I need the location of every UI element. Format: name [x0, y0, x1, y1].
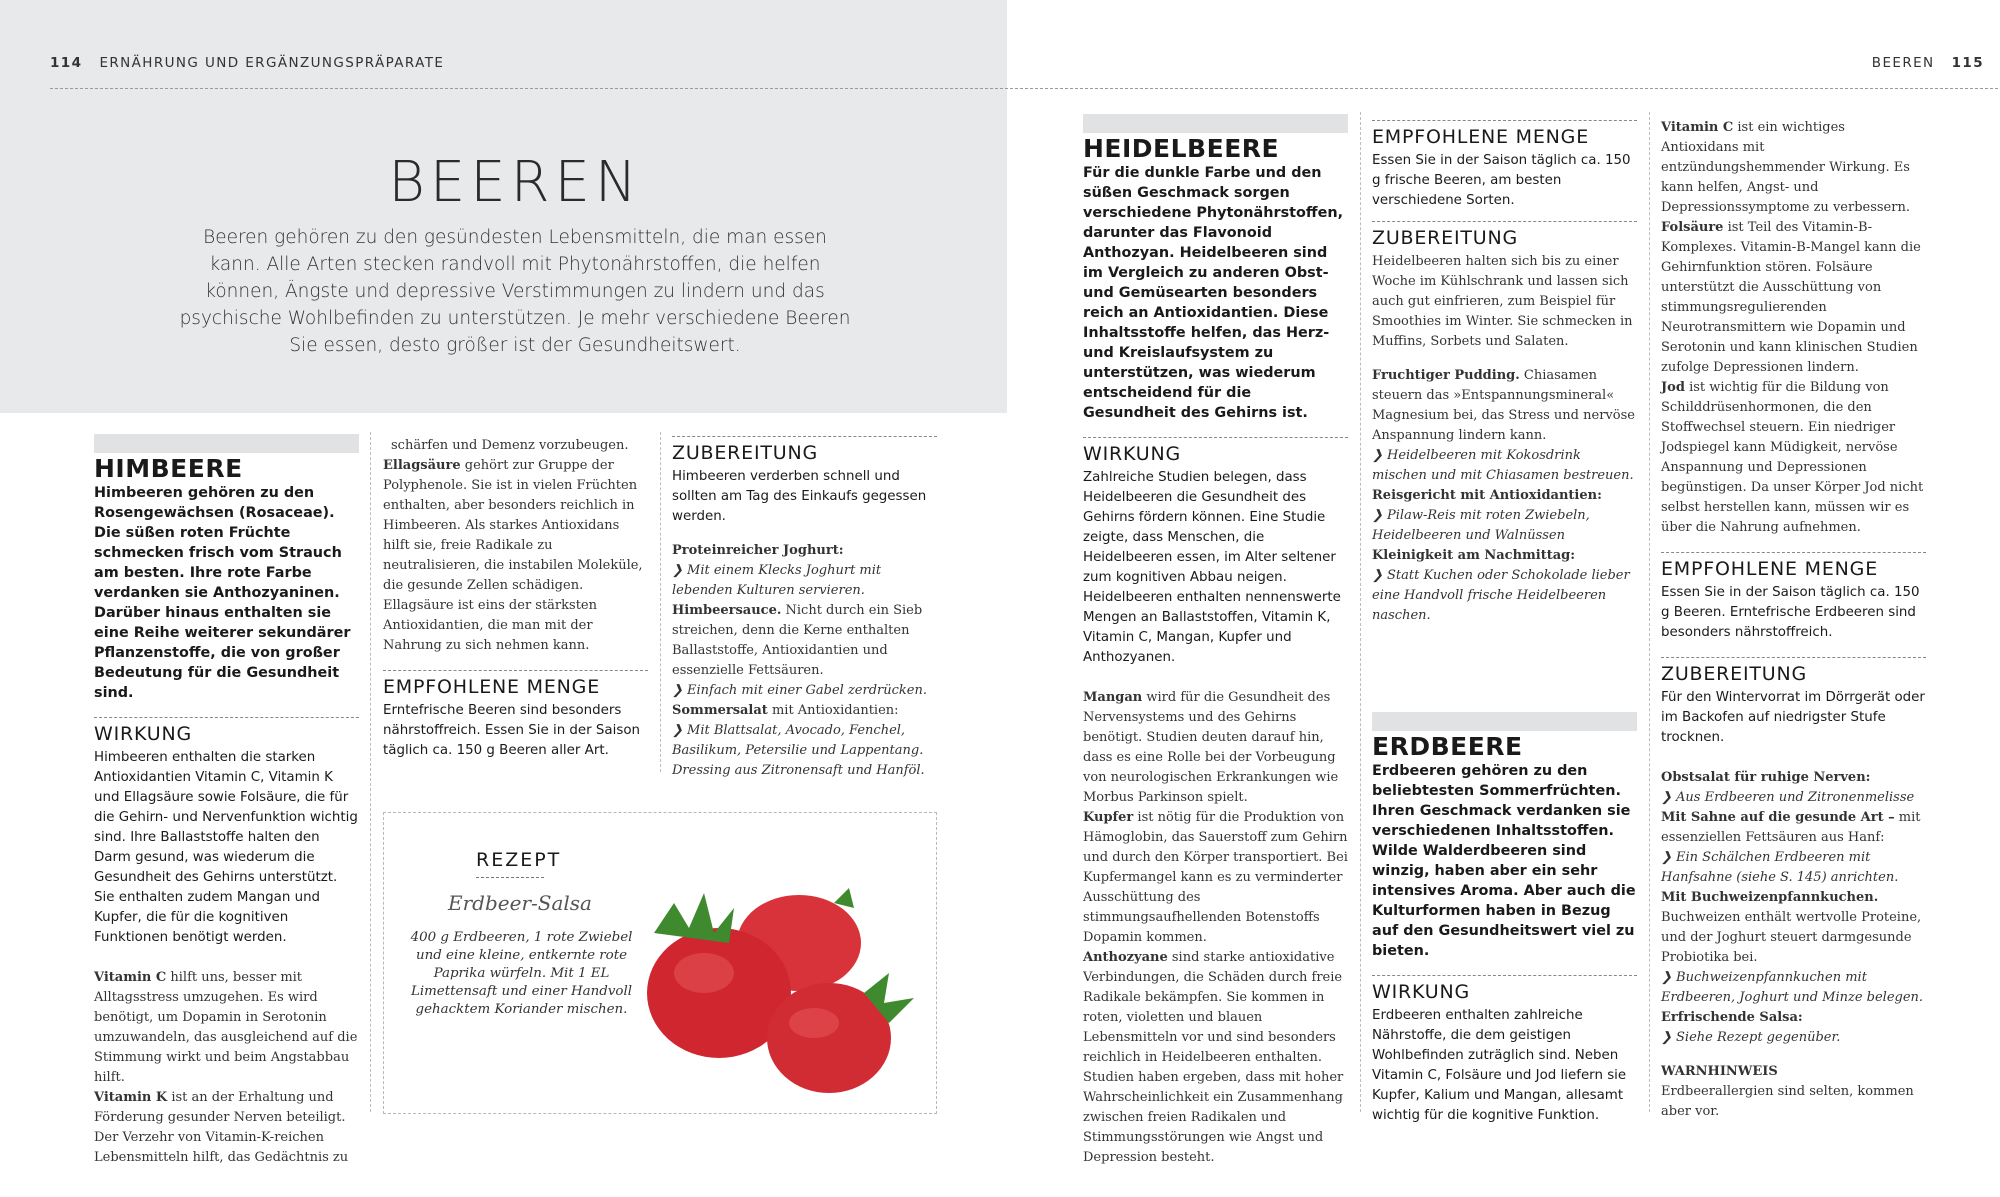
section-bar	[1372, 712, 1637, 731]
recipe-box	[383, 812, 937, 1114]
recipe-label-rule	[476, 877, 544, 878]
erdbeere-menge: Essen Sie in der Saison täglich ca. 150 g Beeren. Erntefrische Erdbeeren sind besonders nährstoffreich.	[1661, 585, 1920, 640]
right-running-head	[1872, 55, 1984, 71]
evitc-key: Vitamin C	[1661, 120, 1734, 135]
page-number-right: 115	[1951, 55, 1984, 71]
salsa-key: Erfrischende Salsa:	[1661, 1010, 1803, 1025]
column-divider	[1360, 112, 1361, 1112]
page-number-left: 114	[50, 55, 83, 71]
snack-key: Kleinigkeit am Nachmittag:	[1372, 548, 1576, 563]
left-running-head	[50, 55, 444, 71]
section-bar	[1083, 114, 1348, 133]
ellag-text: gehört zur Gruppe der Polyphenole. Sie ist in vielen Früchten enthalten, aber besonders reichlich in Himbeeren. Als starkes Antioxidans hilft sie, freie Radikale zu neutralisieren, die instabilen Moleküle, die gesunde Zellen schädigen. Ellagsäure ist eins der stärksten Antioxidantien, die man mit der Nahrung zu sich nehmen kann.	[383, 458, 643, 653]
heidelbeere-title: HEIDELBEERE	[1083, 134, 1280, 163]
vitk-key: Vitamin K	[94, 1090, 168, 1105]
evitc-text: ist ein wichtiges Antioxidans mit entzündungshemmender Wirkung. Es kann helfen, Angst- und Depressionssymptome zu verbessern.	[1661, 120, 1910, 215]
vitc-text: hilft uns, besser mit Alltagsstress umzugehen. Es wird benötigt, um Dopamin in Serotonin umzuwandeln, das ausgleichend auf die Stimmung wirkt und beim Angstabbau hilft.	[94, 970, 358, 1085]
salat-key: Sommersalat	[672, 703, 768, 718]
jod-text: ist wichtig für die Bildung von Schilddrüsenhormonen, die den Stoffwechsel steuern. Ein niedriger Jodspiegel kann Müdigkeit, nervöse Anspannung und Depressionen begünstigen. Da unser Körper Jod nicht selbst herstellen kann, müssen wir es über die Nahrung aufnehmen.	[1661, 380, 1924, 535]
warn-key: WARNHINWEIS	[1661, 1064, 1778, 1079]
page-title: BEEREN	[388, 150, 642, 215]
obst-key: Obstsalat für ruhige Nerven:	[1661, 770, 1871, 785]
strawberry-illustration	[634, 873, 934, 1113]
column-divider	[660, 432, 661, 772]
heidelbeere-menge: Essen Sie in der Saison täglich ca. 150 g frische Beeren, am besten verschiedene Sorten.	[1372, 153, 1631, 208]
kupfer-text: ist nötig für die Produktion von Hämoglobin, das Sauerstoff zum Gehirn und durch den Körper transportiert. Bei Kupfermangel kann es zu verminderter Ausschüttung des stimmungsaufhellenden Botenstoffs Dopamin kommen.	[1083, 810, 1348, 945]
antho-text: sind starke antioxidative Verbindungen, die Schäden durch freie Radikale bekämpfen. Sie kommen in roten, violetten und blauen Lebensmitteln vor und sind besonders reichlich in Heidelbeeren enthalten. Studien haben ergeben, dass mit hoher Wahrscheinlichkeit ein Zusammenhang zwischen freien Radikalen und Stimmungsstörungen wie Angst und Depression besteht.	[1083, 950, 1344, 1165]
himbeere-wirkung-heading: WIRKUNG	[94, 717, 359, 744]
recipe-text: 400 g Erdbeeren, 1 rote Zwiebel und eine kleine, entkernte rote Paprika würfeln. Mit 1 EL Limettensaft und einer Handvoll gehacktem Koriander mischen.	[410, 930, 633, 1017]
section-name-left: ERNÄHRUNG UND ERGÄNZUNGSPRÄPARATE	[99, 55, 445, 71]
mangan-text: wird für die Gesundheit des Nervensystems und des Gehirns benötigt. Studien deuten darauf hin, dass es eine Rolle bei der Vorbeugung von neurologischen Erkrankungen wie Morbus Parkinson spielt.	[1083, 690, 1339, 805]
recipe-label: REZEPT	[476, 849, 562, 871]
sauce-key: Himbeersauce.	[672, 603, 782, 618]
heidelbeere-wirkung: Zahlreiche Studien belegen, dass Heidelbeeren die Gesundheit des Gehirns fördern können. Eine Studie zeigte, dass Menschen, die Heidelbeeren essen, im Alter seltener zum kognitiven Abbau neigen. Heidelbeeren enthalten nennenswerte Mengen an Ballaststoffen, Vitamin K, Vitamin C, Mangan, Kupfer und Anthozyanen.	[1083, 470, 1341, 665]
himbeere-lead: Himbeeren gehören zu den Rosengewächsen (Rosaceae). Die süßen roten Früchte schmecken frisch vom Strauch am besten. Ihre rote Farbe verdanken sie Anthozyaninen. Darüber hinaus enthalten sie eine Reihe weiterer sekundärer Pflanzenstoffe, die von großer Bedeutung für die Gesundheit sind.	[94, 485, 351, 701]
pfannkuchen-text: Buchweizen enthält wertvolle Proteine, und der Joghurt steuert darmgesunde Probiotika bei.	[1661, 910, 1922, 965]
himbeere-column-2	[383, 436, 648, 761]
erdbeere-zub: Für den Wintervorrat im Dörrgerät oder im Backofen auf niedrigster Stufe trocknen.	[1661, 690, 1925, 745]
salsa-tip: ❯ Siehe Rezept gegenüber.	[1661, 1030, 1841, 1045]
pfannkuchen-key: Mit Buchweizenpfannkuchen.	[1661, 890, 1879, 905]
heidelbeere-zub: Heidelbeeren halten sich bis zu einer Woche im Kühlschrank und lassen sich auch gut einfrieren, zum Beispiel für Smoothies im Winter. Sie schmecken in Muffins, Sorbets und Salaten.	[1372, 254, 1633, 349]
column-divider	[370, 432, 371, 1112]
heidelbeere-zub-heading: ZUBEREITUNG	[1372, 221, 1637, 248]
warn-text: Erdbeerallergien sind selten, kommen aber vor.	[1661, 1084, 1914, 1119]
ellag-key: Ellagsäure	[383, 458, 461, 473]
himbeere-zub-heading: ZUBEREITUNG	[672, 436, 937, 463]
vitk-text: ist an der Erhaltung und Förderung gesunder Nerven beteiligt. Der Verzehr von Vitamin-K-reichen Lebensmitteln hilft, das Gedächtnis zu	[94, 1090, 349, 1165]
pudding-text: Chiasamen steuern das »Entspannungsmineral« Magnesium bei, das Stress und nervöse Anspannung lindern kann.	[1372, 368, 1635, 443]
erdbeere-wirkung-heading: WIRKUNG	[1372, 975, 1637, 1002]
intro-text: Beeren gehören zu den gesündesten Lebensmitteln, die man essen kann. Alle Arten stecken randvoll mit Phytonährstoffen, die helfen können, Ängste und depressive Verstimmungen zu lindern und das psychische Wohlbefinden zu unterstützen. Je mehr verschiedene Beeren Sie essen, desto größer ist der Gesundheitswert.	[179, 227, 851, 356]
vitc-key: Vitamin C	[94, 970, 167, 985]
sauce-text: Nicht durch ein Sieb streichen, denn die Kerne enthalten Ballaststoffe, Antioxidantien und essenzielle Fettsäuren.	[672, 603, 923, 678]
heidelbeere-column-2	[1372, 120, 1637, 626]
kupfer-key: Kupfer	[1083, 810, 1134, 825]
himbeere-column	[94, 434, 359, 1168]
reis-tip: ❯ Pilaw-Reis mit roten Zwiebeln, Heidelbeeren und Walnüssen	[1372, 508, 1590, 543]
pudding-tip: ❯ Heidelbeeren mit Kokosdrink mischen und mit Chiasamen bestreuen.	[1372, 448, 1634, 483]
section-name-right: BEEREN	[1871, 55, 1935, 71]
joghurt-key: Proteinreicher Joghurt:	[672, 543, 844, 558]
vitk-continued: schärfen und Demenz vorzubeugen.	[391, 438, 629, 453]
heidelbeere-column	[1083, 114, 1348, 1168]
antho-key: Anthozyane	[1083, 950, 1168, 965]
sauce-tip: ❯ Einfach mit einer Gabel zerdrücken.	[672, 683, 927, 698]
erdbeere-wirkung: Erdbeeren enthalten zahlreiche Nährstoffe, die dem geistigen Wohlbefinden zuträglich sind. Neben Vitamin C, Folsäure und Jod liefern sie Kupfer, Kalium und Mangan, allesamt wichtig für die kognitive Funktion.	[1372, 1008, 1627, 1123]
erdbeere-column-2	[1661, 118, 1926, 1122]
himbeere-wirkung: Himbeeren enthalten die starken Antioxidantien Vitamin C, Vitamin K und Ellagsäure sowie Folsäure, die für die Gehirn- und Nervenfunktion wichtig sind. Ihre Ballaststoffe halten den Darm gesund, was wiederum die Gesundheit des Gehirns unterstützt. Sie enthalten zudem Mangan und Kupfer, die für die kognitiven Funktionen benötigt werden.	[94, 750, 358, 945]
header-rule	[50, 88, 1998, 89]
mangan-key: Mangan	[1083, 690, 1143, 705]
himbeere-title: HIMBEERE	[94, 454, 243, 483]
pudding-key: Fruchtiger Pudding.	[1372, 368, 1520, 383]
erdbeere-column	[1372, 712, 1637, 1126]
column-divider	[1649, 112, 1650, 1112]
jod-key: Jod	[1661, 380, 1685, 395]
himbeere-menge: Erntefrische Beeren sind besonders nährstoffreich. Essen Sie in der Saison täglich ca. 150 g Beeren aller Art.	[383, 703, 641, 758]
erdbeere-lead: Erdbeeren gehören zu den beliebtesten Sommerfrüchten. Ihren Geschmack verdanken sie verschiedenen Inhaltsstoffen. Wilde Walderdbeeren sind winzig, haben aber ein sehr intensives Aroma. Aber auch die Kulturformen haben in Bezug auf den Gesundheitswert viel zu bieten.	[1372, 763, 1636, 959]
erdbeere-menge-heading: EMPFOHLENE MENGE	[1661, 552, 1926, 579]
salat-tip: ❯ Mit Blattsalat, Avocado, Fenchel, Basilikum, Petersilie und Lappentang. Dressing aus Zitronensaft und Hanföl.	[672, 723, 925, 778]
fol-text: ist Teil des Vitamin-B-Komplexes. Vitamin-B-Mangel kann die Gehirnfunktion stören. Folsäure unterstützt die Ausschüttung von stimmungsregulierenden Neurotransmittern wie Dopamin und Serotonin und kann klinischen Studien zufolge Depressionen lindern.	[1661, 220, 1921, 375]
joghurt-tip: ❯ Mit einem Klecks Joghurt mit lebenden Kulturen servieren.	[672, 563, 882, 598]
obst-tip: ❯ Aus Erdbeeren und Zitronenmelisse	[1661, 790, 1915, 805]
snack-tip: ❯ Statt Kuchen oder Schokolade lieber eine Handvoll frische Heidelbeeren naschen.	[1372, 568, 1630, 623]
section-bar	[94, 434, 359, 453]
heidelbeere-wirkung-heading: WIRKUNG	[1083, 437, 1348, 464]
reis-key: Reisgericht mit Antioxidantien:	[1372, 488, 1602, 503]
himbeere-column-3	[672, 436, 937, 781]
sahne-tip: ❯ Ein Schälchen Erdbeeren mit Hanfsahne (siehe S. 145) anrichten.	[1661, 850, 1899, 885]
sahne-key: Mit Sahne auf die gesunde Art –	[1661, 810, 1895, 825]
himbeere-zub: Himbeeren verderben schnell und sollten am Tag des Einkaufs gegessen werden.	[672, 469, 927, 524]
pfannkuchen-tip: ❯ Buchweizenpfannkuchen mit Erdbeeren, Joghurt und Minze belegen.	[1661, 970, 1924, 1005]
sahne-text: mit essenziellen Fettsäuren aus Hanf:	[1661, 810, 1921, 845]
salat-text: mit Antioxidantien:	[771, 703, 899, 718]
heidelbeere-menge-heading: EMPFOHLENE MENGE	[1372, 120, 1637, 147]
fol-key: Folsäure	[1661, 220, 1724, 235]
erdbeere-zub-heading: ZUBEREITUNG	[1661, 657, 1926, 684]
recipe-name: Erdbeer-Salsa	[448, 891, 592, 915]
heidelbeere-lead: Für die dunkle Farbe und den süßen Geschmack sorgen verschiedene Phytonährstoffen, darunter das Flavonoid Anthozyan. Heidelbeeren sind im Vergleich zu anderen Obst- und Gemüsearten besonders reich an Antioxidantien. Diese Inhaltsstoffe helfen, das Herz- und Kreislaufsystem zu unterstützen, was wiederum entscheidend für die Gesundheit des Gehirns ist.	[1083, 165, 1344, 421]
himbeere-menge-heading: EMPFOHLENE MENGE	[383, 670, 648, 697]
erdbeere-title: ERDBEERE	[1372, 732, 1523, 761]
